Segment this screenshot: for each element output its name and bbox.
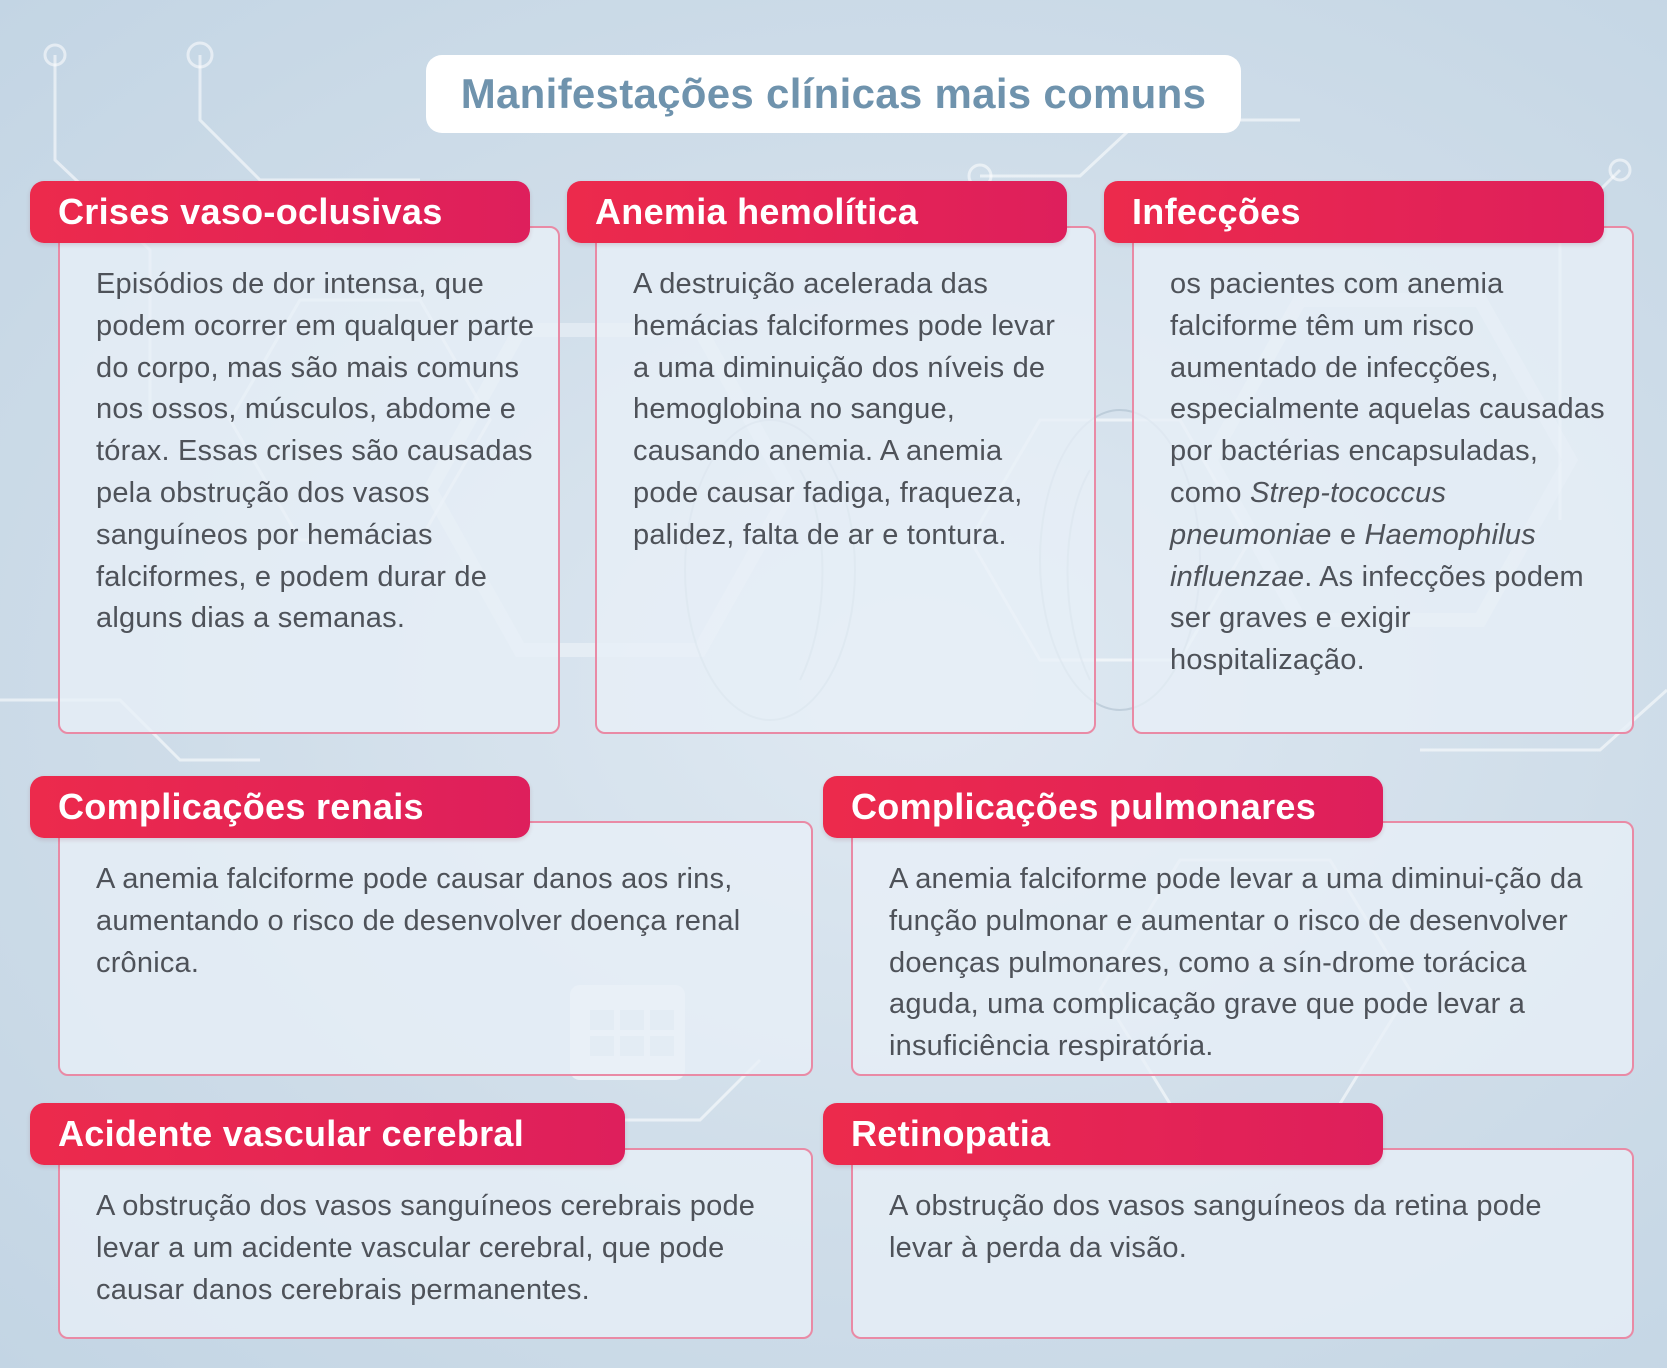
card-body	[595, 226, 1096, 734]
card-text: A obstrução dos vasos sanguíneos da retina pode levar à perda da visão.	[889, 1190, 1542, 1264]
card-crises-vaso-oclusivas	[30, 181, 560, 734]
card-body	[1132, 226, 1634, 734]
card-heading: Complicações pulmonares	[823, 776, 1383, 838]
card-body	[58, 1148, 813, 1339]
card-retinopatia	[823, 1103, 1634, 1339]
card-text: A anemia falciforme pode causar danos aos rins, aumentando o risco de desenvolver doença renal crônica.	[96, 863, 741, 979]
bacteria-name: Haemophilus influenzae	[1170, 518, 1536, 593]
card-heading: Infecções	[1104, 181, 1604, 243]
card-anemia-hemolitica	[567, 181, 1096, 734]
card-complicacoes-pulmonares	[823, 776, 1634, 1076]
card-heading: Crises vaso-oclusivas	[30, 181, 530, 243]
card-body	[851, 821, 1634, 1076]
page-title: Manifestações clínicas mais comuns	[460, 70, 1207, 117]
card-body	[58, 226, 560, 734]
card-text: os pacientes com anemia falciforme têm um risco aumentado de infecções, especialmente aquelas causadas por bactérias encapsuladas, como Strep-tococcus pneumoniae e Haemophilus influenzae. As infecções podem ser graves e exigir hospitalização.	[1170, 268, 1605, 677]
title-banner	[426, 55, 1241, 133]
card-body	[58, 821, 813, 1076]
card-text: A anemia falciforme pode levar a uma diminui-ção da função pulmonar e aumentar o risco de desenvolver doenças pulmonares, como a sín-drome torácica aguda, uma complicação grave que pode levar a insuficiência respiratória.	[889, 863, 1583, 1063]
card-text: Episódios de dor intensa, que podem ocorrer em qualquer parte do corpo, mas são mais comuns nos ossos, músculos, abdome e tórax. Essas crises são causadas pela obstrução dos vasos sanguíneos por hemácias falciformes, e podem durar de alguns dias a semanas.	[96, 268, 535, 635]
card-heading: Complicações renais	[30, 776, 530, 838]
card-heading: Anemia hemolítica	[567, 181, 1067, 243]
card-text: A obstrução dos vasos sanguíneos cerebrais pode levar a um acidente vascular cerebral, que pode causar danos cerebrais permanentes.	[96, 1190, 756, 1306]
card-acidente-vascular-cerebral	[30, 1103, 813, 1339]
card-complicacoes-renais	[30, 776, 813, 1076]
card-heading: Retinopatia	[823, 1103, 1383, 1165]
card-text: A destruição acelerada das hemácias falciformes pode levar a uma diminuição dos níveis de hemoglobina no sangue, causando anemia. A anemia pode causar fadiga, fraqueza, palidez, falta de ar e tontura.	[633, 268, 1056, 551]
bacteria-name: Strep-tococcus pneumoniae	[1170, 476, 1447, 551]
card-infeccoes	[1104, 181, 1634, 734]
card-body	[851, 1148, 1634, 1339]
card-heading: Acidente vascular cerebral	[30, 1103, 625, 1165]
